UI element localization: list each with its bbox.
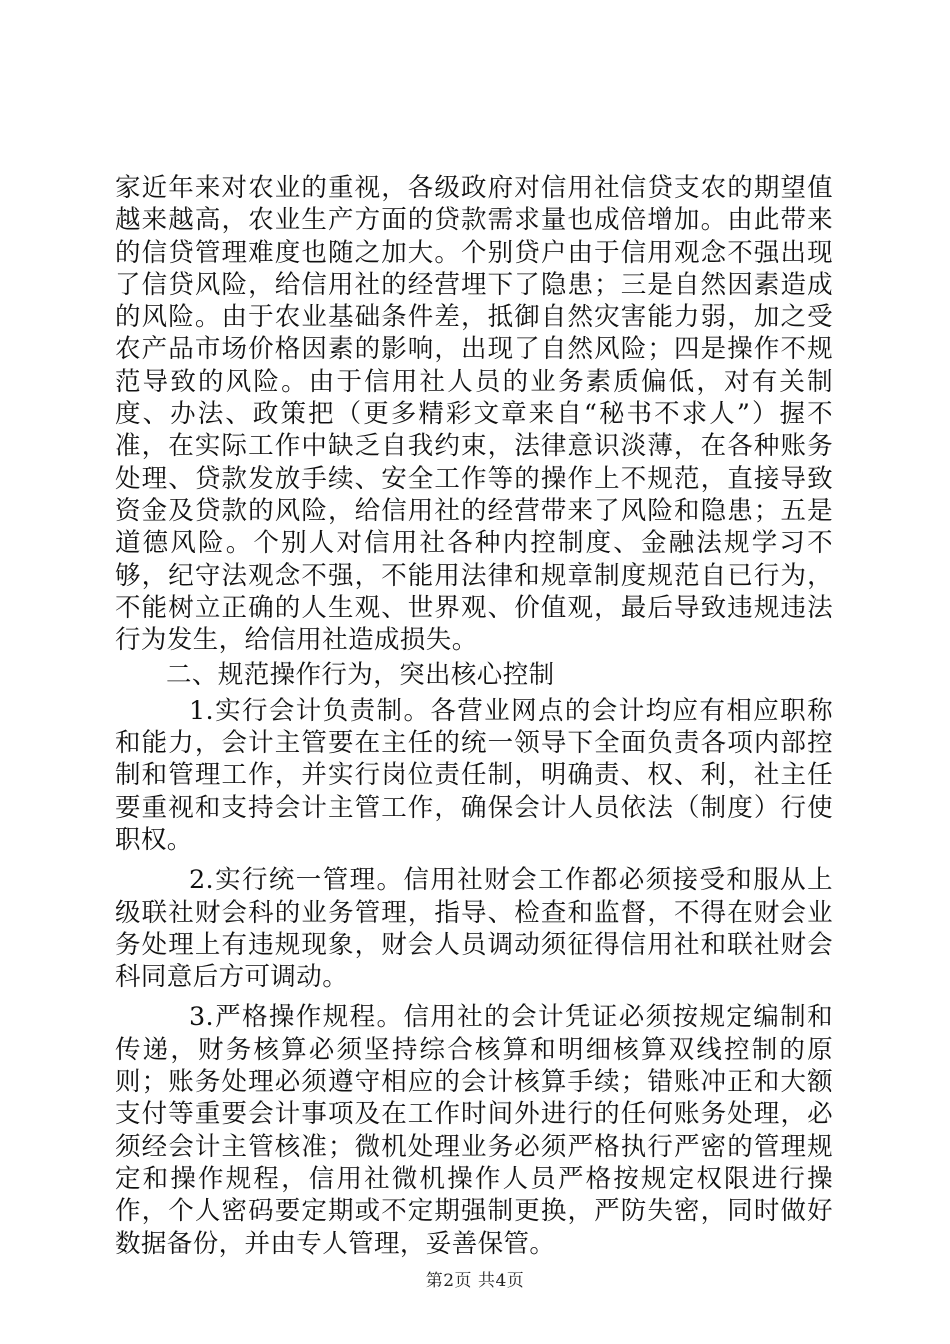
page-footer: 第2页 共4页 <box>425 1271 525 1291</box>
document-body <box>115 172 833 1260</box>
list-item-2: 2.实行统一管理。信用社财会工作都必须接受和服从上级联社财会科的业务管理，指导、检查和监督，不得在财会业务处理上有违规现象，财会人员调动须征得信用社和联社财会科同意后方可调动。 <box>115 865 833 993</box>
list-item-1: 1.实行会计负责制。各营业网点的会计均应有相应职称和能力，会计主管要在主任的统一领导下全面负责各项内部控制和管理工作，并实行岗位责任制，明确责、权、利，社主任要重视和支持会计主管工作，确保会计人员依法（制度）行使职权。 <box>115 695 833 855</box>
section-heading-2: 二、规范操作行为，突出核心控制 <box>166 660 555 691</box>
paragraph-risk-analysis: 家近年来对农业的重视，各级政府对信用社信贷支农的期望值越来越高，农业生产方面的贷款需求量也成倍增加。由此带来的信贷管理难度也随之加大。个别贷户由于信用观念不强出现了信贷风险，给信用社的经营埋下了隐患；三是自然因素造成的风险。由于农业基础条件差，抵御自然灾害能力弱，加之受农产品市场价格因素的影响，出现了自然风险；四是操作不规范导致的风险。由于信用社人员的业务素质偏低，对有关制度、办法、政策把（更多精彩文章来自“秘书不求人”）握不准，在实际工作中缺乏自我约束，法律意识淡薄，在各种账务处理、贷款发放手续、安全工作等的操作上不规范，直接导致资金及贷款的风险，给信用社的经营带来了风险和隐患；五是道德风险。个别人对信用社各种内控制度、金融法规学习不够，纪守法观念不强，不能用法律和规章制度规范自已行为，不能树立正确的人生观、世界观、价值观，最后导致违规违法行为发生，给信用社造成损失。 <box>115 173 833 656</box>
list-item-3: 3.严格操作规程。信用社的会计凭证必须按规定编制和传递，财务核算必须坚持综合核算和明细核算双线控制的原则；账务处理必须遵守相应的会计核算手续；错账冲正和大额支付等重要会计事项及在工作时间外进行的任何账务处理，必须经会计主管核准；微机处理业务必须严格执行严密的管理规定和操作规程，信用社微机操作人员严格按规定权限进行操作，个人密码要定期或不定期强制更换，严防失密，同时做好数据备份，并由专人管理，妥善保管。 <box>115 1002 833 1259</box>
